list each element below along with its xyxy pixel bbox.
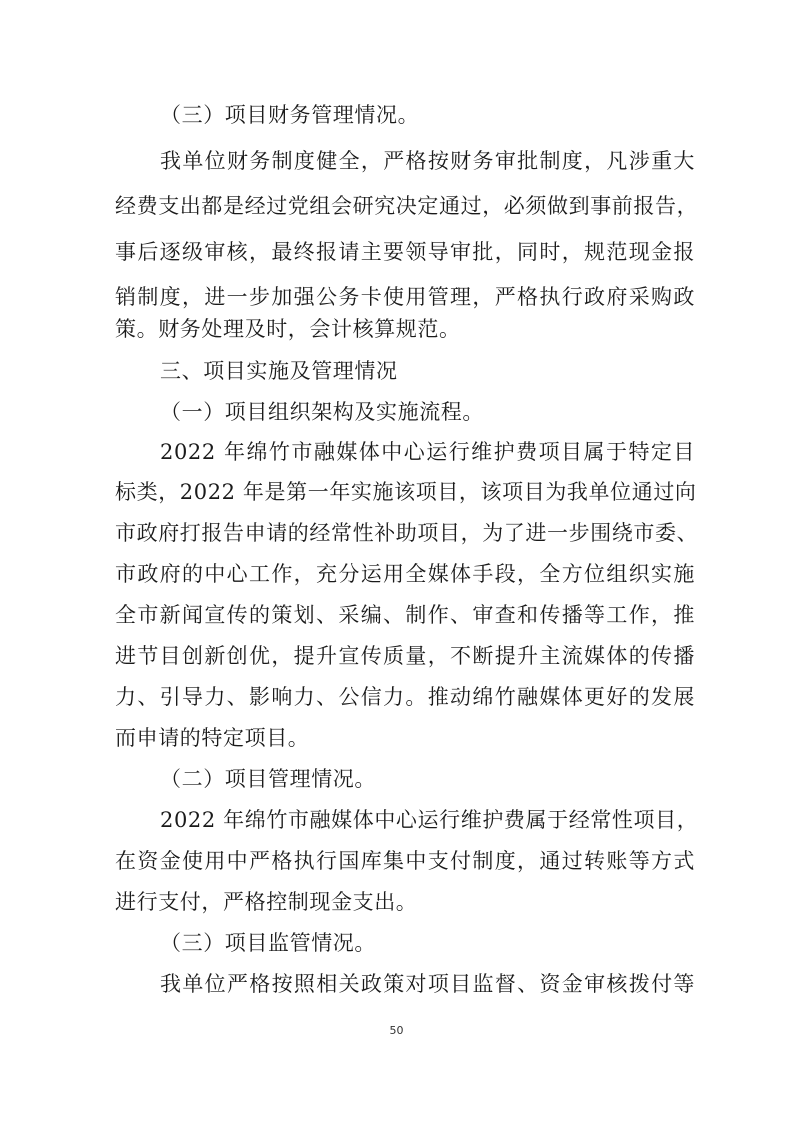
paragraph-line: 全市新闻宣传的策划、采编、制作、审查和传播等工作，推 <box>115 603 695 627</box>
paragraph-line: 2022 年绵竹市融媒体中心运行维护费项目属于特定目 <box>160 440 695 464</box>
paragraph-line: 我单位财务制度健全，严格按财务审批制度，凡涉重大 <box>160 149 695 173</box>
paragraph-line: 销制度，进一步加强公务卡使用管理，严格执行政府采购政 <box>115 285 695 309</box>
paragraph-line: 经费支出都是经过党组会研究决定通过，必须做到事前报告， <box>115 194 699 218</box>
section-heading-management: （二）项目管理情况。 <box>160 767 376 791</box>
paragraph-line: 市政府打报告申请的经常性补助项目，为了进一步围绕市委、 <box>115 521 699 545</box>
paragraph-line: 我单位严格按照相关政策对项目监督、资金审核拨付等 <box>160 972 695 996</box>
paragraph-line: 进节目创新创优，提升宣传质量，不断提升主流媒体的传播 <box>115 644 695 668</box>
page-number: 50 <box>389 1024 404 1037</box>
paragraph-line: 在资金使用中严格执行国库集中支付制度，通过转账等方式 <box>115 849 695 873</box>
paragraph-line: 事后逐级审核，最终报请主要领导审批，同时，规范现金报 <box>115 240 695 264</box>
section-heading-supervision: （三）项目监管情况。 <box>160 931 376 955</box>
paragraph-line: 标类，2022 年是第一年实施该项目，该项目为我单位通过向 <box>115 480 697 504</box>
paragraph-line: 而申请的特定项目。 <box>115 726 310 750</box>
section-heading-implementation: 三、项目实施及管理情况 <box>160 359 398 383</box>
section-heading-organization: （一）项目组织架构及实施流程。 <box>160 400 484 424</box>
paragraph-line: 市政府的中心工作，充分运用全媒体手段，全方位组织实施 <box>115 562 695 586</box>
section-heading-finance: （三）项目财务管理情况。 <box>160 103 420 127</box>
paragraph-line: 进行支付，严格控制现金支出。 <box>115 890 418 914</box>
paragraph-line: 策。财务处理及时，会计核算规范。 <box>115 317 461 341</box>
paragraph-line: 力、引导力、影响力、公信力。推动绵竹融媒体更好的发展 <box>115 685 695 709</box>
paragraph-line: 2022 年绵竹市融媒体中心运行维护费属于经常性项目， <box>160 808 699 832</box>
